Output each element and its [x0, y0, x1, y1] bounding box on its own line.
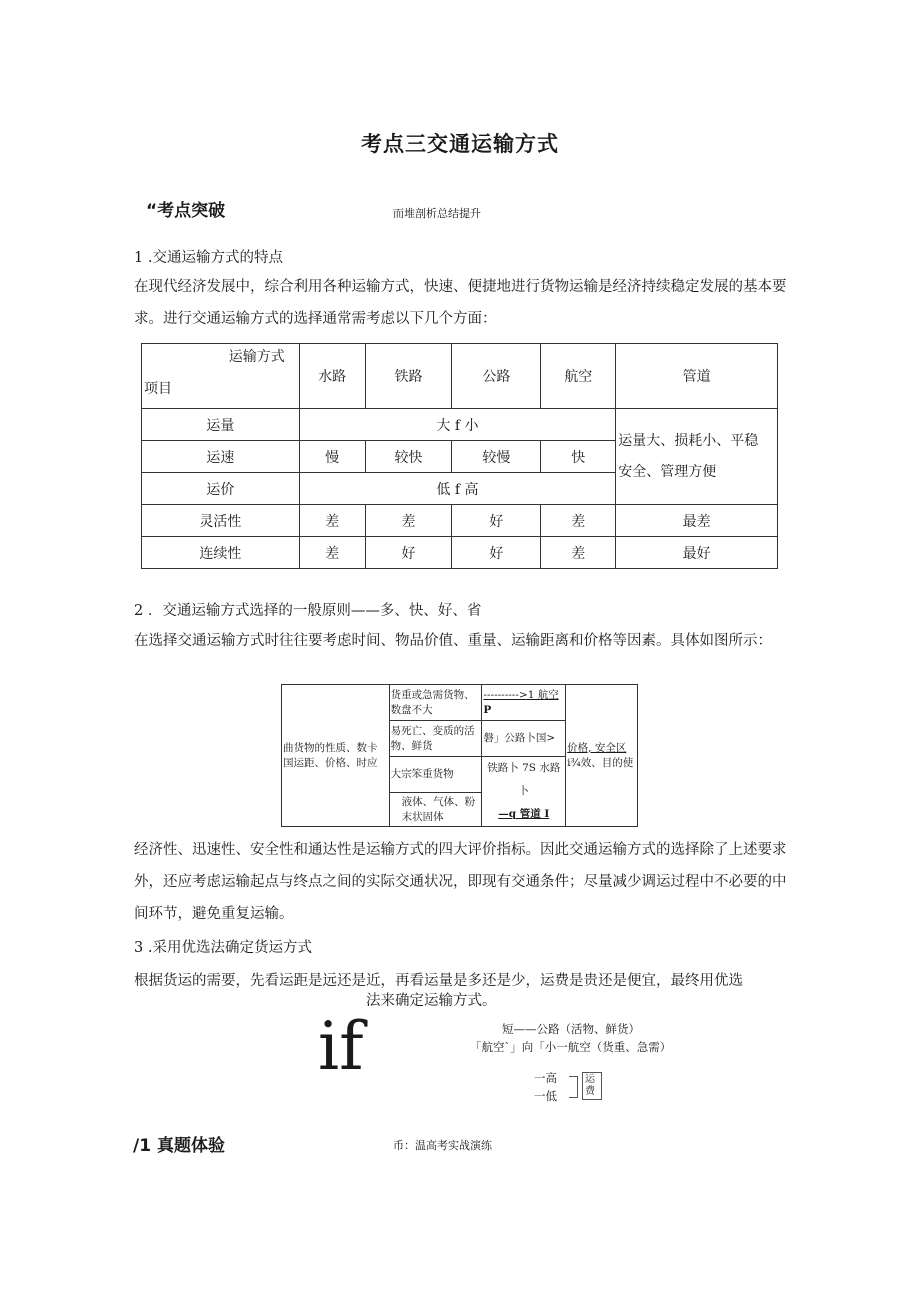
factors-line: 国运距、价格、时应	[283, 756, 378, 769]
table-cell: 差	[541, 537, 616, 569]
table-cell: 差	[365, 505, 452, 537]
pipeline-note-line: 安全、管理方便	[618, 463, 717, 480]
header-cell: 管道	[616, 344, 778, 409]
row-label: 连续性	[142, 537, 300, 569]
diagram-line-2: 「航空`」向「小一航空（货重、急需）	[470, 1040, 672, 1054]
heading-2: 2 ．交通运输方式选择的一般原则——多、快、好、省	[134, 603, 482, 619]
paragraph-4-line-2: 法来确定运输方式。	[366, 993, 497, 1009]
mode-cell	[482, 685, 566, 721]
cargo-cell: 大宗笨重货物	[389, 757, 482, 793]
mode-line: 铁路卜 7S 水路	[487, 762, 561, 774]
table-cell: 差	[541, 505, 616, 537]
corner-top-label: 运输方式	[228, 349, 285, 365]
table-cell: 慢	[299, 441, 365, 473]
table-row	[142, 537, 778, 569]
cargo-cell: 易死亡、变质的活物、鲜货	[389, 721, 482, 757]
table-cell: 好	[452, 537, 541, 569]
factors-line: 曲货物的性质、数卡	[283, 741, 378, 754]
diagram-row	[282, 685, 638, 721]
merged-cell: 低 f 高	[299, 473, 615, 505]
mode-line: ---------->1 航空	[483, 688, 559, 701]
table-cell: 好	[452, 505, 541, 537]
table-cell: 差	[299, 505, 365, 537]
pipeline-note-cell	[616, 409, 778, 505]
section-title-real-exam: /1 真题体验	[133, 1136, 225, 1156]
mode-line: —q 管道 I	[498, 808, 550, 820]
paragraph-3-text: 经济性、迅速性、安全性和通达性是运输方式的四大评价指标。因此交通运输方式的选择除了上述要求外，还应考虑运输起点与终点之间的实际交通状况，即现有交通条件；尽量减少调运过程中不必要的中间环节，避免重复运输。	[134, 842, 787, 922]
row-label: 运价	[142, 473, 300, 505]
mode-line: 卜	[518, 785, 530, 797]
cargo-cell: 液体、气体、粉末状固体	[389, 793, 482, 827]
paragraph-4-line-1: 根据货运的需要，先看运距是远还是近，再看运量是多还是少，运费是贵还是便宜，最终用优选	[134, 973, 743, 989]
row-label: 灵活性	[142, 505, 300, 537]
table-header-row	[142, 344, 778, 409]
table-cell: 较快	[365, 441, 452, 473]
diagram-high-label: 一高	[534, 1071, 557, 1085]
header-cell: 铁路	[365, 344, 452, 409]
mode-line: P	[483, 703, 492, 716]
heading-3: 3 .采用优选法确定货运方式	[134, 940, 312, 956]
paragraph-2	[134, 625, 789, 657]
evaluation-line: 价格, 安全区	[567, 741, 627, 754]
paragraph-3	[134, 834, 789, 930]
paragraph-2-text: 在选择交通运输方式时往往要考虑时间、物品价值、重量、运输距离和价格等因素。具体如图所示：	[134, 633, 772, 649]
evaluation-line: i¾效、目的使	[567, 756, 634, 769]
table-cell: 较慢	[452, 441, 541, 473]
table-row	[142, 409, 778, 441]
diagram-bracket	[569, 1076, 578, 1098]
header-cell: 水路	[299, 344, 365, 409]
table-cell: 好	[365, 537, 452, 569]
corner-bottom-label: 项目	[144, 381, 172, 397]
table-corner-cell	[142, 344, 300, 409]
row-label: 运速	[142, 441, 300, 473]
diagram-low-label: 一低	[534, 1089, 557, 1103]
mode-cell: 磐」公路卜国>	[482, 721, 566, 757]
heading-1: 1 .交通运输方式的特点	[134, 250, 283, 266]
diagram-line-1: 短——公路（活物、鲜货）	[502, 1022, 640, 1036]
section-subtitle-breakthrough: 而堆剖析总结提升	[393, 207, 481, 220]
transport-comparison-table	[141, 343, 778, 569]
table-cell: 最差	[616, 505, 778, 537]
cargo-cell: 货重或急需货物、数盘不大	[389, 685, 482, 721]
merged-cell: 大 f 小	[299, 409, 615, 441]
diagram-cost-box: 运费	[582, 1072, 602, 1100]
mode-cell	[482, 757, 566, 827]
section-subtitle-real-exam: 币：温高考实战演练	[393, 1139, 492, 1152]
diagram-big-text: if	[318, 1008, 364, 1085]
table-cell: 差	[299, 537, 365, 569]
row-label: 运量	[142, 409, 300, 441]
header-cell: 公路	[452, 344, 541, 409]
table-cell: 最好	[616, 537, 778, 569]
page-title: 考点三交通运输方式	[361, 132, 559, 156]
evaluation-cell	[566, 685, 638, 827]
paragraph-1	[134, 271, 789, 335]
header-cell: 航空	[541, 344, 616, 409]
table-cell: 快	[541, 441, 616, 473]
paragraph-1-text: 在现代经济发展中，综合利用各种运输方式，快速、便捷地进行货物运输是经济持续稳定发展的基本要求。进行交通运输方式的选择通常需考虑以下几个方面：	[134, 279, 787, 327]
pipeline-note-line: 运量大、损耗小、平稳	[618, 432, 759, 449]
diagram-factors-cell	[282, 685, 390, 827]
section-title-breakthrough: “考点突破	[146, 201, 226, 221]
table-row	[142, 505, 778, 537]
transport-selection-diagram	[281, 684, 638, 827]
